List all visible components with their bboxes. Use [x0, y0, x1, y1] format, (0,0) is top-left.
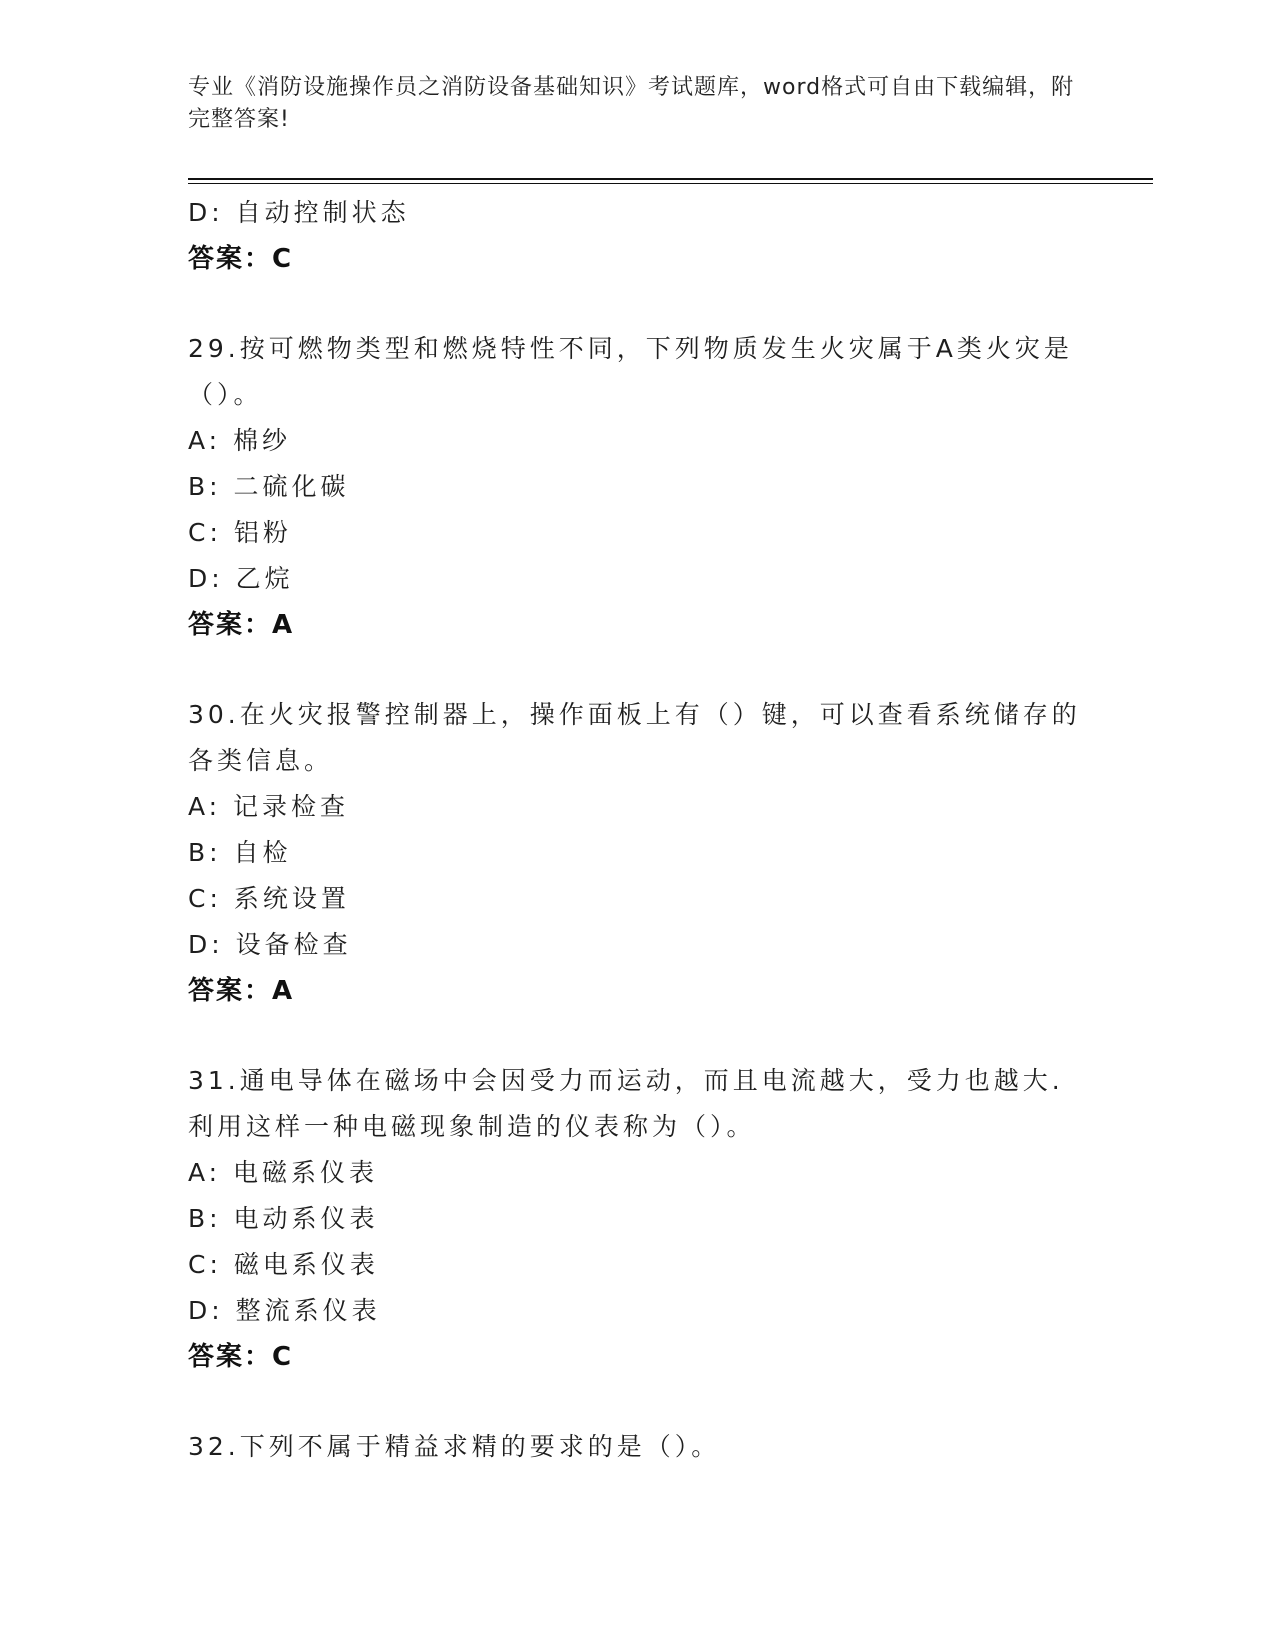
question-text: 32.下列不属于精益求精的要求的是（）。 — [188, 1432, 721, 1461]
answer-value: A — [272, 976, 295, 1006]
answer-line — [188, 968, 1088, 1014]
answer-value: A — [272, 610, 295, 640]
answer-line — [188, 1334, 1088, 1380]
answer-label: 答案： — [188, 1342, 273, 1372]
header-divider-thick — [188, 178, 1153, 180]
option-c: C: 系统设置 — [188, 884, 350, 913]
option-c: C: 铝粉 — [188, 518, 292, 547]
answer-line — [188, 236, 1088, 282]
answer-label: 答案： — [188, 244, 273, 274]
question-list — [188, 190, 1088, 1470]
option-d: D: 整流系仪表 — [188, 1296, 381, 1325]
option-a: A: 棉纱 — [188, 426, 292, 455]
document-header: 专业《消防设施操作员之消防设备基础知识》考试题库，word格式可自由下载编辑，附完整答案! — [188, 75, 1075, 132]
question-text: 29.按可燃物类型和燃烧特性不同，下列物质发生火灾属于A类火灾是（）。 — [188, 334, 1073, 409]
answer-value: C — [272, 1342, 294, 1372]
header-divider-thin — [188, 183, 1153, 184]
option-a: A: 电磁系仪表 — [188, 1158, 379, 1187]
option-b: B: 自检 — [188, 838, 292, 867]
option-b: B: 二硫化碳 — [188, 472, 350, 501]
option-b: B: 电动系仪表 — [188, 1204, 379, 1233]
answer-value: C — [272, 244, 294, 274]
question-text: 30.在火灾报警控制器上，操作面板上有（）键，可以查看系统储存的各类信息。 — [188, 700, 1081, 775]
answer-label: 答案： — [188, 976, 273, 1006]
answer-label: 答案： — [188, 610, 273, 640]
answer-line — [188, 602, 1088, 648]
option-d: D: 自动控制状态 — [188, 198, 410, 227]
question-text: 31.通电导体在磁场中会因受力而运动，而且电流越大，受力也越大.利用这样一种电磁现象制造的仪表称为（）。 — [188, 1066, 1064, 1141]
option-a: A: 记录检查 — [188, 792, 350, 821]
option-c: C: 磁电系仪表 — [188, 1250, 379, 1279]
option-d: D: 设备检查 — [188, 930, 352, 959]
option-d: D: 乙烷 — [188, 564, 294, 593]
